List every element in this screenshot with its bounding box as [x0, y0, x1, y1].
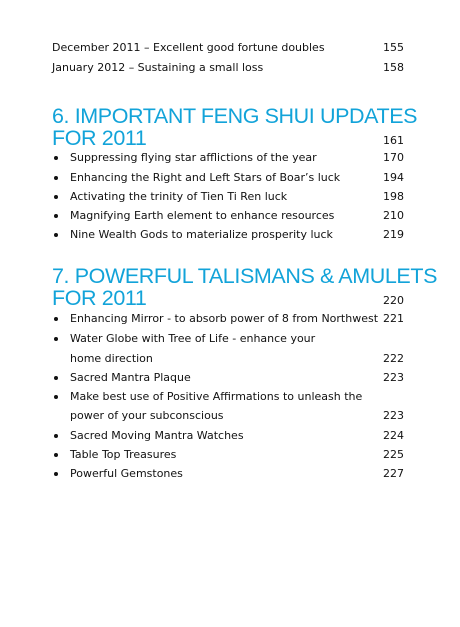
bullet-icon	[54, 337, 58, 341]
bullet-icon	[54, 395, 58, 399]
toc-item-text: Activating the trinity of Tien Ti Ren luck	[70, 190, 288, 203]
toc-item-continuation	[52, 406, 404, 426]
section-6-page: 161	[383, 134, 404, 147]
toc-item-page: 227	[383, 467, 404, 480]
toc-item-page: 225	[383, 448, 404, 461]
toc-item-text: Water Globe with Tree of Life - enhance your	[70, 332, 316, 345]
toc-item-text: Enhancing Mirror - to absorb power of 8 from Northwest	[70, 312, 379, 325]
toc-entry-page: 155	[383, 41, 404, 54]
bullet-icon	[54, 156, 58, 160]
toc-item-page: 223	[383, 371, 404, 384]
toc-item-page: 194	[383, 171, 404, 184]
toc-item-page: 219	[383, 228, 404, 241]
toc-item-page: 198	[383, 190, 404, 203]
toc-item	[52, 387, 404, 407]
section-7-heading-line-2: FOR 2011	[52, 286, 147, 310]
bullet-icon	[54, 472, 58, 476]
toc-item-text: Sacred Mantra Plaque	[70, 371, 191, 384]
toc-item	[52, 309, 404, 329]
bullet-icon	[54, 176, 58, 180]
toc-item	[52, 464, 404, 484]
toc-item	[52, 206, 404, 226]
toc-item	[52, 187, 404, 207]
toc-item	[52, 445, 404, 465]
toc-entry-page: 158	[383, 61, 404, 74]
toc-item	[52, 426, 404, 446]
section-7-heading-line-1: 7. POWERFUL TALISMANS & AMULETS	[52, 264, 438, 288]
toc-item-text: Suppressing flying star afflictions of the year	[70, 151, 317, 164]
toc-item-text: Make best use of Positive Affirmations to unleash the	[70, 390, 363, 403]
toc-entry-december-2011	[52, 38, 404, 58]
toc-item-text: Table Top Treasures	[70, 448, 177, 461]
toc-item-page: 224	[383, 429, 404, 442]
bullet-icon	[54, 317, 58, 321]
section-6-heading-line-2: FOR 2011	[52, 126, 147, 150]
toc-item-text: Nine Wealth Gods to materialize prosperity luck	[70, 228, 333, 241]
toc-item-text: Sacred Moving Mantra Watches	[70, 429, 244, 442]
toc-entry-january-2012	[52, 58, 404, 78]
toc-item-text: power of your subconscious	[70, 409, 224, 422]
bullet-icon	[54, 214, 58, 218]
bullet-icon	[54, 434, 58, 438]
toc-item-text: Powerful Gemstones	[70, 467, 183, 480]
bullet-icon	[54, 376, 58, 380]
toc-item	[52, 168, 404, 188]
toc-entry-text: January 2012 – Sustaining a small loss	[52, 61, 264, 74]
toc-entry-text: December 2011 – Excellent good fortune doubles	[52, 41, 325, 54]
toc-item-continuation	[52, 349, 404, 369]
toc-item-page: 223	[383, 409, 404, 422]
toc-item-text: home direction	[70, 352, 153, 365]
toc-item-page: 210	[383, 209, 404, 222]
toc-item	[52, 368, 404, 388]
toc-item-text: Magnifying Earth element to enhance resources	[70, 209, 335, 222]
toc-item-page: 170	[383, 151, 404, 164]
toc-item	[52, 225, 404, 245]
section-7-page: 220	[383, 294, 404, 307]
bullet-icon	[54, 233, 58, 237]
bullet-icon	[54, 195, 58, 199]
toc-item	[52, 148, 404, 168]
bullet-icon	[54, 453, 58, 457]
section-6-heading-line-1: 6. IMPORTANT FENG SHUI UPDATES	[52, 104, 418, 128]
toc-item-page: 222	[383, 352, 404, 365]
toc-item	[52, 329, 404, 349]
toc-item-page: 221	[383, 312, 404, 325]
toc-item-text: Enhancing the Right and Left Stars of Boar’s luck	[70, 171, 341, 184]
